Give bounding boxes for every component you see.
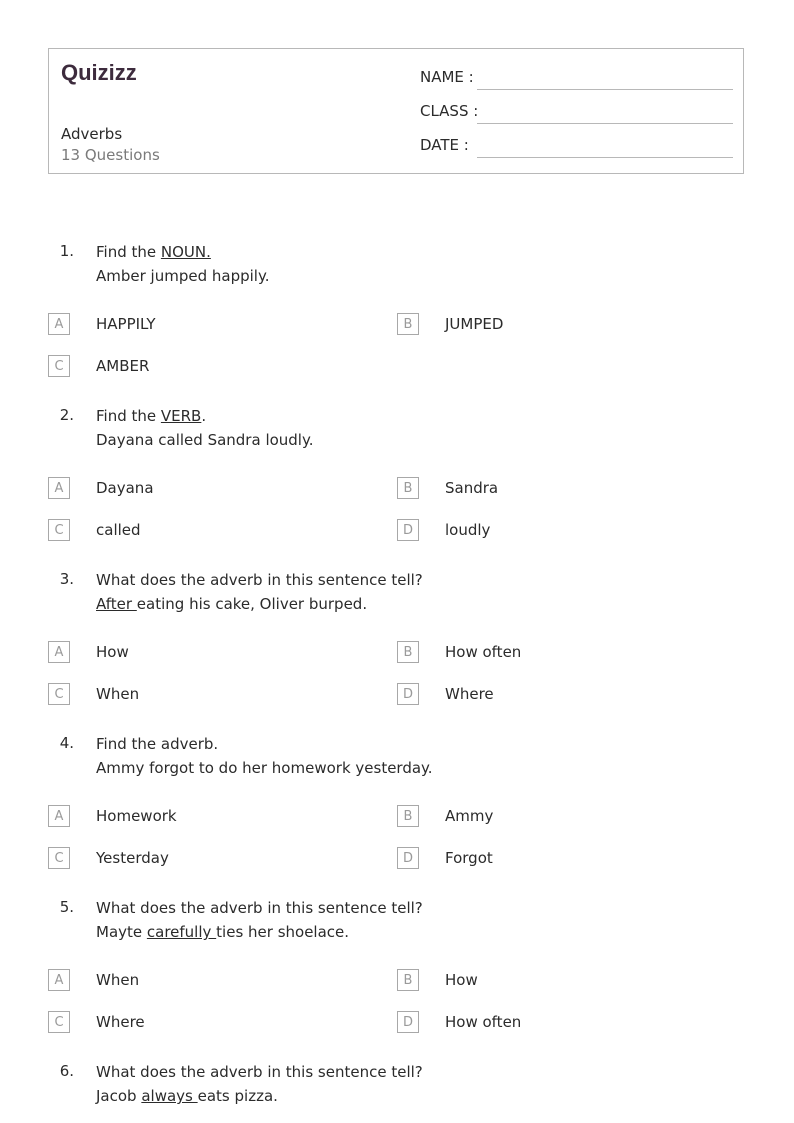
question-prompt: What does the adverb in this sentence tell?	[96, 899, 423, 917]
option-letter-box[interactable]: D	[397, 1011, 419, 1033]
quizizz-logo	[61, 59, 153, 87]
worksheet-header	[48, 48, 744, 174]
option-letter-box[interactable]: B	[397, 313, 419, 335]
option-letter-box[interactable]: D	[397, 847, 419, 869]
question-sentence: Ammy forgot to do her homework yesterday.	[96, 759, 433, 777]
option-text: HAPPILY	[96, 315, 156, 333]
option-text: Sandra	[445, 479, 499, 497]
question-prompt: Find the NOUN.	[96, 243, 211, 261]
option-text: How often	[445, 1013, 522, 1031]
option-text: called	[96, 521, 141, 539]
option-letter-box[interactable]: B	[397, 641, 419, 663]
question-sentence: Amber jumped happily.	[96, 267, 270, 285]
option-text: JUMPED	[445, 315, 504, 333]
question-prompt: Find the adverb.	[96, 735, 219, 753]
option-letter-box[interactable]: B	[397, 805, 419, 827]
option-letter-box[interactable]: B	[397, 477, 419, 499]
option-text: loudly	[445, 521, 491, 539]
question-number: 5.	[59, 898, 74, 916]
option-letter-box[interactable]: C	[48, 519, 70, 541]
option-text: Ammy	[445, 807, 494, 825]
question-sentence: Mayte carefully ties her shoelace.	[96, 923, 350, 941]
question-number: 6.	[59, 1062, 74, 1080]
name-label: NAME :	[420, 68, 474, 86]
option-letter-box[interactable]: D	[397, 683, 419, 705]
class-label: CLASS :	[420, 102, 479, 120]
option-letter-box[interactable]: A	[48, 313, 70, 335]
option-letter-box[interactable]: A	[48, 969, 70, 991]
name-line[interactable]	[477, 89, 733, 90]
worksheet-title: Adverbs	[61, 125, 123, 143]
option-text: AMBER	[96, 357, 150, 375]
option-letter-box[interactable]: C	[48, 1011, 70, 1033]
date-label: DATE :	[420, 136, 469, 154]
question-number: 4.	[59, 734, 74, 752]
option-letter-box[interactable]: A	[48, 641, 70, 663]
option-letter-box[interactable]: A	[48, 805, 70, 827]
question-sentence: Dayana called Sandra loudly.	[96, 431, 314, 449]
svg-text:Quizizz: Quizizz	[61, 60, 137, 85]
option-text: How	[445, 971, 478, 989]
question-count: 13 Questions	[61, 146, 160, 164]
question-number: 2.	[59, 406, 74, 424]
option-letter-box[interactable]: C	[48, 355, 70, 377]
option-text: Where	[445, 685, 494, 703]
question-prompt: What does the adverb in this sentence tell?	[96, 571, 423, 589]
option-text: When	[96, 685, 140, 703]
option-text: Yesterday	[96, 849, 169, 867]
question-number: 1.	[59, 242, 74, 260]
question-prompt: What does the adverb in this sentence tell?	[96, 1063, 423, 1081]
option-text: How often	[445, 643, 522, 661]
option-text: Forgot	[445, 849, 493, 867]
option-letter-box[interactable]: C	[48, 683, 70, 705]
option-letter-box[interactable]: A	[48, 477, 70, 499]
question-number: 3.	[59, 570, 74, 588]
question-prompt: Find the VERB.	[96, 407, 207, 425]
question-sentence: Jacob always eats pizza.	[96, 1087, 278, 1105]
option-text: Homework	[96, 807, 177, 825]
option-letter-box[interactable]: D	[397, 519, 419, 541]
option-letter-box[interactable]: C	[48, 847, 70, 869]
option-text: When	[96, 971, 140, 989]
option-text: How	[96, 643, 129, 661]
class-line[interactable]	[477, 123, 733, 124]
option-text: Dayana	[96, 479, 154, 497]
option-text: Where	[96, 1013, 145, 1031]
date-line[interactable]	[477, 157, 733, 158]
option-letter-box[interactable]: B	[397, 969, 419, 991]
question-sentence: After eating his cake, Oliver burped.	[96, 595, 368, 613]
